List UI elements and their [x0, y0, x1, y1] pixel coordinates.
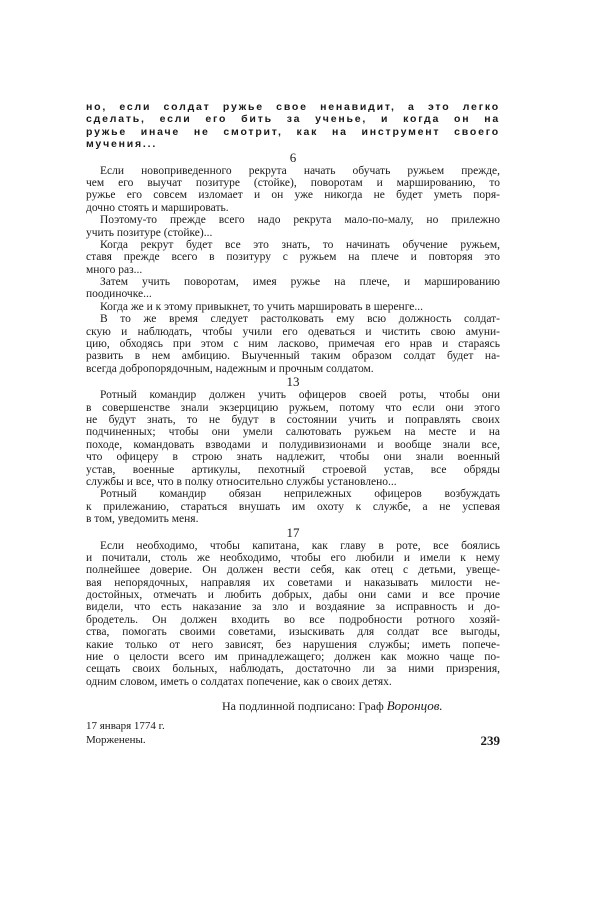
text-line: сделать, если его бить за ученье, и когда он на [86, 113, 500, 126]
text-line: Когда рекрут будет все это знать, то начинать обучение ружьем, [100, 238, 500, 251]
section-number: 17 [286, 525, 300, 540]
signature-line [86, 698, 500, 713]
signature-prefix: На подлинной подписано: Граф [222, 699, 384, 714]
date-block [86, 719, 165, 747]
text-line: что офицеру в строю знать надлежит, чтобы они знали военный [86, 451, 500, 464]
text-line: дочно стоять и маршировать. [86, 201, 229, 214]
text-line: достойных, отмечать и любить добрых, дабы они сами и все прочие [86, 589, 500, 602]
page-footer [86, 719, 500, 749]
text-line: в совершенстве знали экзерцицию ружьем, потому что если они этого [86, 401, 500, 414]
text-line: цию, обходясь при этом с ним ласково, примечая его нрав и стараясь [86, 338, 500, 351]
place: Морженены. [86, 734, 146, 747]
text-line: Когда же и к этому привыкнет, то учить маршировать в шеренге... [100, 300, 423, 313]
page-number: 239 [480, 733, 500, 749]
paragraph [86, 389, 500, 488]
text-line: поодиночке... [86, 288, 152, 301]
signature-name: Воронцов. [386, 698, 443, 714]
page [86, 101, 500, 749]
text-line: к прилежанию, стараться внушать им охоту к службе, а не успевая [86, 500, 500, 513]
text-line: развить в нем амбицию. Выученный таким образом солдат будет на- [86, 350, 500, 363]
paragraph [86, 301, 500, 313]
paragraph [86, 540, 500, 689]
paragraph [86, 313, 500, 375]
text-line: ние о целости всего им принадлежащего; должен как можно чаще по- [86, 651, 500, 664]
text-line: всегда добропорядочным, надежным и прочным солдатом. [86, 362, 374, 375]
text-line: бродетель. Он должен входить во все подробности ротного хозяй- [86, 613, 500, 626]
text-line: походе, командовать взводами и полудивизионами и вообще знали все, [86, 438, 500, 451]
text-line: ства, помогать своими советами, изыскивать для солдат все выгоды, [86, 626, 500, 639]
text-line: Затем учить поворотам, имея ружье на плече, и маршированию [100, 276, 500, 289]
document-body [86, 101, 500, 688]
paragraph [86, 214, 500, 239]
text-line: учить позитуре (стойке)... [86, 226, 213, 239]
text-line: службы и все, что в полку относительно службы установлено... [86, 475, 397, 488]
paragraph [86, 239, 500, 276]
text-line: ружье иначе не смотрит, как на инструмент своего [86, 125, 500, 138]
text-line: ставя прежде всего в позитуру с ружьем на плече и повторяя это [86, 251, 500, 264]
text-line: какие только от него зависят, без нарушения службы; иметь попече- [86, 638, 500, 651]
text-line: чем его выучат позитуре (стойке), поворотам и маршированию, то [86, 176, 500, 189]
text-line: мучения... [86, 138, 158, 151]
section-number: 13 [286, 375, 300, 390]
text-line: полнейшее доверие. Он должен вести себя, как отец с детьми, увеще- [86, 564, 500, 577]
text-line: сещать своих больных, наблюдать, достаточно ли за ними призрения, [86, 663, 500, 676]
text-line: В то же время следует растолковать ему всю должность солдат- [100, 313, 500, 326]
text-line: много раз... [86, 263, 143, 276]
text-line: Если необходимо, чтобы капитана, как главу в роте, все боялись [100, 539, 500, 552]
text-line: скую и наблюдать, чтобы учили его одеваться и чистить свою амуни- [86, 325, 500, 338]
text-line: видели, что есть наказание за зло и воздаяние за исправность и до- [86, 601, 500, 614]
paragraph [86, 165, 500, 215]
text-line: подчиненных; чтобы они умели салютовать ружьем на месте и на [86, 426, 500, 439]
text-line: вая непорядочных, направляя их советами и наказывать милости не- [86, 576, 500, 589]
paragraph [86, 101, 500, 151]
paragraph [86, 276, 500, 301]
text-line: одним словом, иметь о солдатах попечение, как о своих детях. [86, 675, 392, 688]
text-line: Ротный командир обязан неприлежных офицеров возбуждать [100, 488, 500, 501]
text-line: в том, уведомить меня. [86, 513, 199, 526]
paragraph [86, 488, 500, 525]
text-line: устав, военные артикулы, пехотный строевой устав, все обряды [86, 463, 500, 476]
date: 17 января 1774 г. [86, 720, 165, 733]
text-line: но, если солдат ружье свое ненавидит, а это легко [86, 101, 500, 113]
text-line: не будут знать, то не будут в состоянии учить и поправлять своих [86, 413, 500, 426]
text-line: Если новоприведенного рекрута начать обучать ружьем прежде, [100, 164, 500, 177]
text-line: Ротный командир должен учить офицеров своей роты, чтобы они [100, 389, 500, 402]
text-line: Поэтому-то прежде всего надо рекрута мало-по-малу, но прилежно [100, 214, 500, 227]
text-line: и почитали, столь же необходимо, чтобы его любили и имели к нему [86, 551, 500, 564]
text-line: ружье его совсем изломает и он уже никогда не будет уметь поря- [86, 189, 500, 202]
section-number: 6 [289, 150, 297, 165]
